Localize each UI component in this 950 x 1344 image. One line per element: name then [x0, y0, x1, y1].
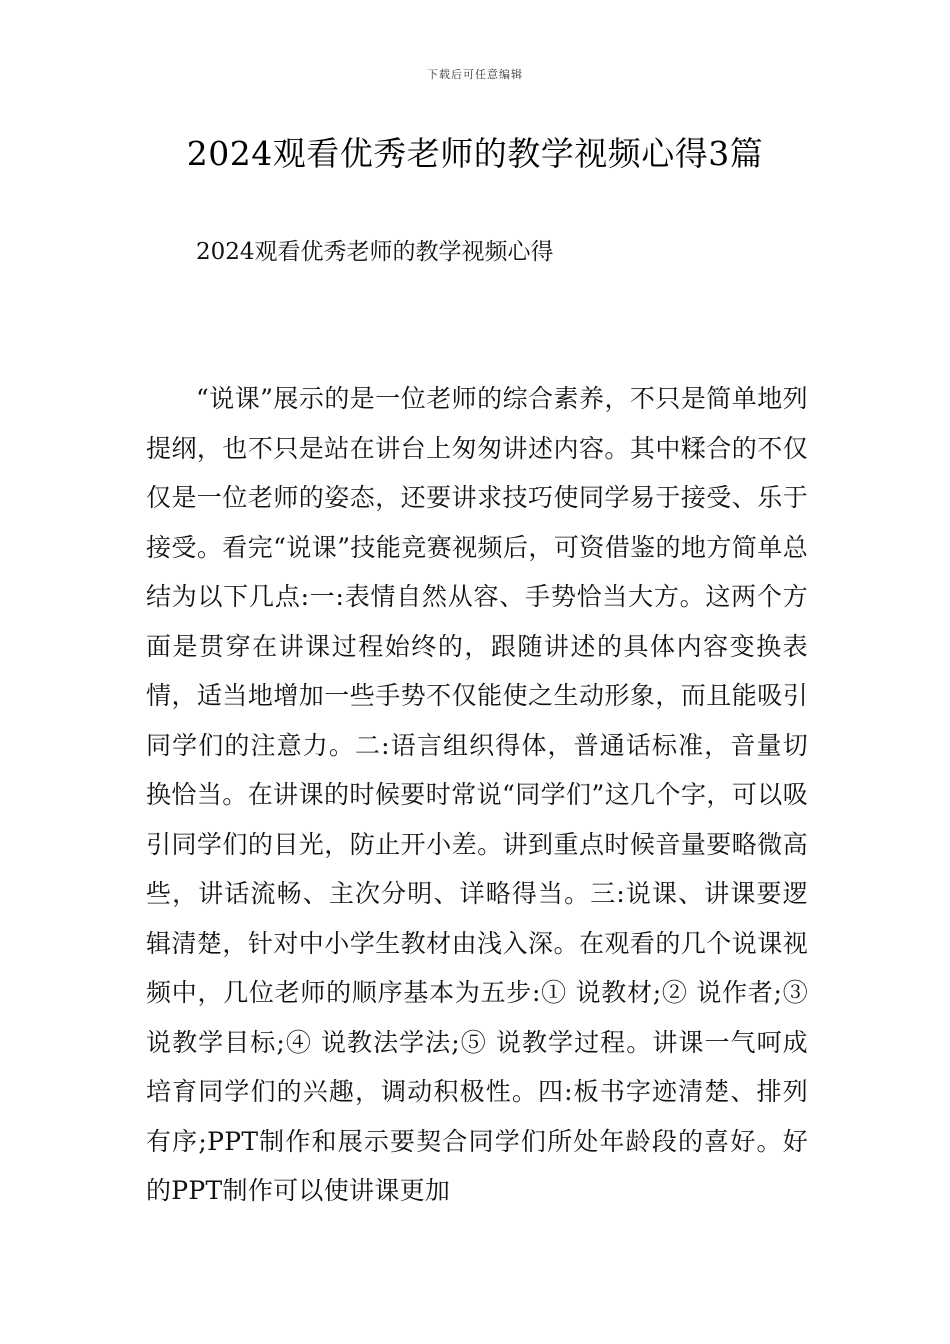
document-subtitle: 2024观看优秀老师的教学视频心得: [196, 239, 554, 265]
header-note: 下载后可任意编辑: [427, 68, 523, 81]
body-paragraph: “说课”展示的是一位老师的综合素养，不只是简单地列提纲，也不只是站在讲台上匆匆讲述内容。其中糅合的不仅仅是一位老师的姿态，还要讲求技巧使同学易于接受、乐于接受。看完“说课”技能竞赛视频后，可资借鉴的地方简单总结为以下几点:一:表情自然从容、手势恰当大方。这两个方面是贯穿在讲课过程始终的，跟随讲述的具体内容变换表情，适当地增加一些手势不仅能使之生动形象，而且能吸引同学们的注意力。二:语言组织得体，普通话标准，音量切换恰当。在讲课的时候要时常说“同学们”这几个字，可以吸引同学们的目光，防止开小差。讲到重点时候音量要略微高些，讲话流畅、主次分明、详略得当。三:说课、讲课要逻辑清楚，针对中小学生教材由浅入深。在观看的几个说课视频中，几位老师的顺序基本为五步:① 说教材;② 说作者;③ 说教学目标;④ 说教法学法;⑤ 说教学过程。讲课一气呵成培育同学们的兴趣，调动积极性。四:板书字迹清楚、排列有序;PPT制作和展示要契合同学们所处年龄段的喜好。好的PPT制作可以使讲课更加: [146, 384, 808, 1205]
document-title: 2024观看优秀老师的教学视频心得3篇: [186, 134, 764, 173]
